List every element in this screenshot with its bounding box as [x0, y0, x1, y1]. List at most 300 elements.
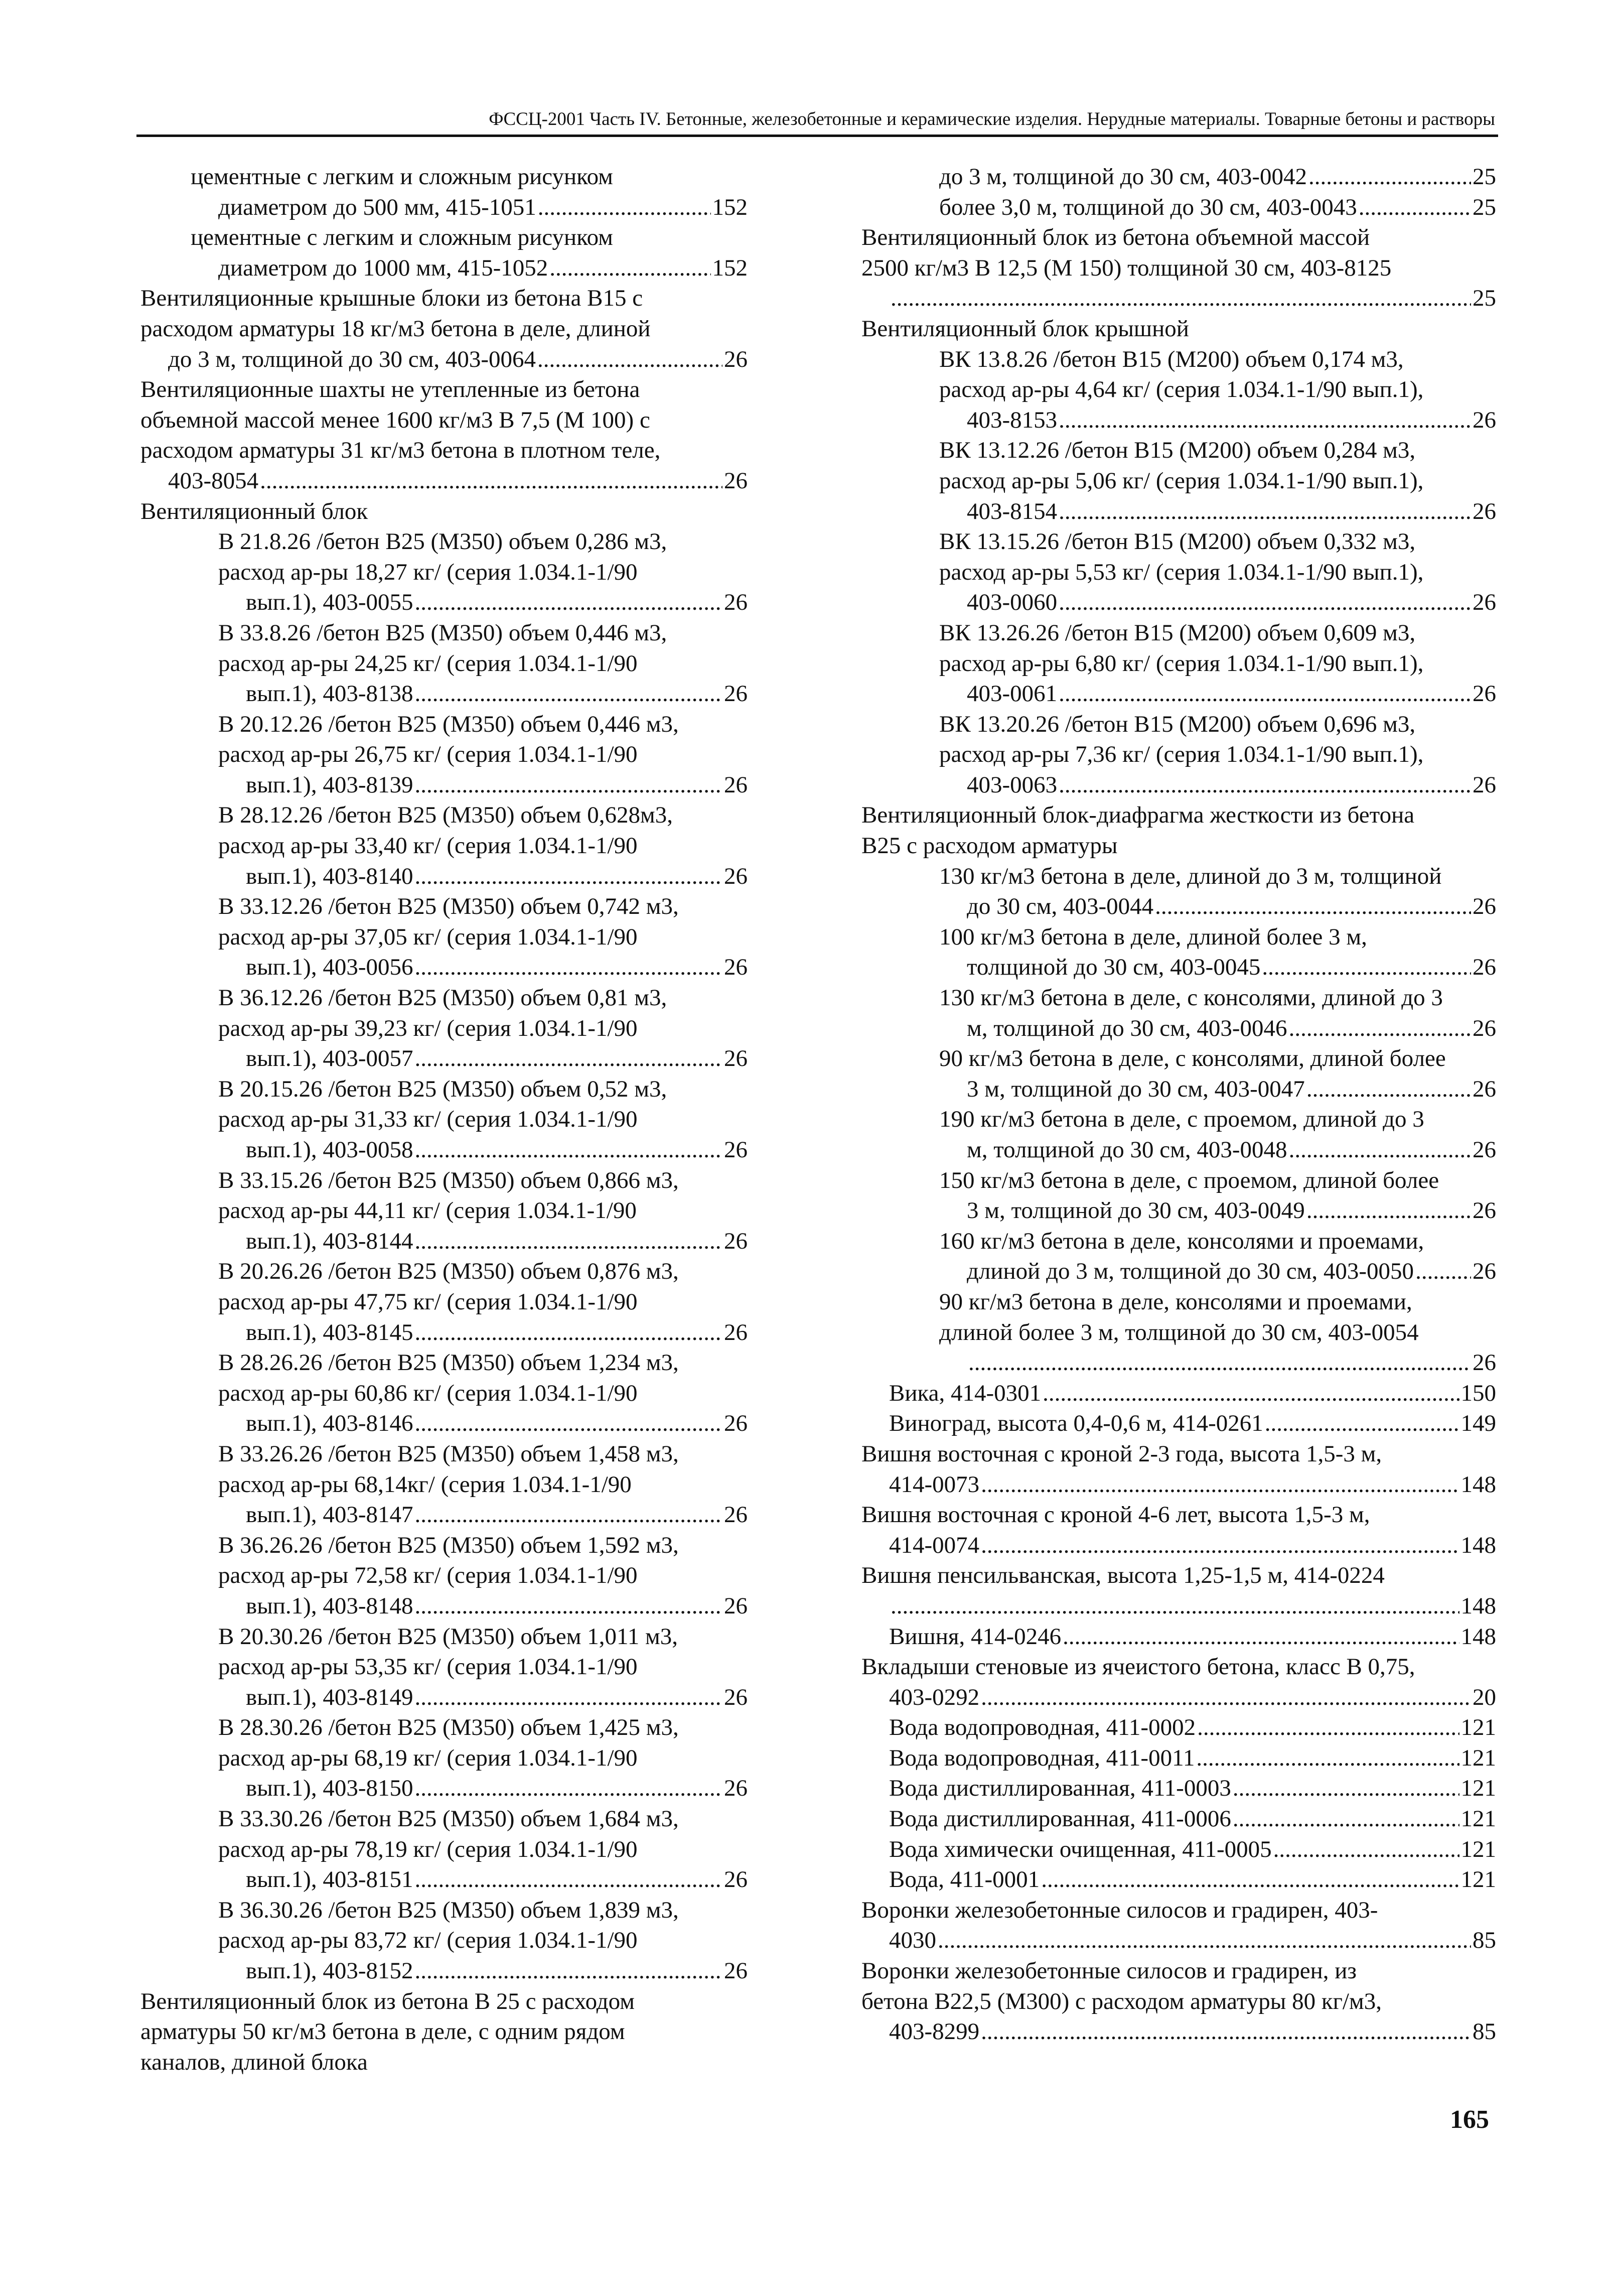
- entry-leader-line: [246, 1500, 748, 1530]
- entry-text-line: расход ар-ры 68,14кг/ (серия 1.034.1-1/90: [218, 1471, 632, 1498]
- entry-page-number: 26: [724, 681, 748, 707]
- entry-tail-text: до 3 м, толщиной до 30 см, 403-0042: [939, 164, 1307, 190]
- entry-leader-line: [967, 770, 1496, 800]
- entry-leader-line: [939, 162, 1496, 192]
- entry-text-line: 90 кг/м3 бетона в деле, с консолями, длиной более: [939, 1045, 1446, 1072]
- entry-page-number: 26: [1473, 498, 1496, 524]
- entry-leader-line: [967, 496, 1496, 527]
- dot-leader: [414, 1591, 722, 1622]
- entry-page-number: 121: [1460, 1806, 1496, 1832]
- entry-tail-text: Вишня, 414-0246: [889, 1623, 1062, 1650]
- index-entry: [861, 1560, 1496, 1621]
- entry-text-line: В 33.12.26 /бетон В25 (М350) объем 0,742 м3,: [218, 893, 679, 920]
- entry-text-line: 2500 кг/м3 В 12,5 (М 150) толщиной 30 см, 403-8125: [861, 254, 1392, 281]
- entry-page-number: 26: [724, 1045, 748, 1072]
- entry-page-number: 148: [1460, 1623, 1496, 1650]
- entry-page-number: 26: [1473, 589, 1496, 616]
- entry-page-number: 26: [1473, 681, 1496, 707]
- index-entry: [861, 1226, 1496, 1287]
- entry-page-number: 121: [1460, 1714, 1496, 1741]
- index-entry: [861, 1165, 1496, 1226]
- dot-leader: [549, 253, 710, 284]
- entry-text-line: В 33.30.26 /бетон В25 (М350) объем 1,684 м3,: [218, 1806, 679, 1832]
- entry-page-number: 20: [1473, 1684, 1496, 1710]
- entry-page-number: 26: [724, 1137, 748, 1163]
- entry-text-line: расход ар-ры 39,23 кг/ (серия 1.034.1-1/90: [218, 1015, 638, 1041]
- index-entry: [140, 222, 748, 283]
- entry-page-number: 26: [724, 863, 748, 889]
- entry-page-number: 26: [724, 346, 748, 372]
- entry-tail-text: вып.1), 403-8144: [246, 1228, 413, 1254]
- entry-tail-text: Вода водопроводная, 411-0011: [889, 1744, 1195, 1771]
- dot-leader: [414, 1773, 722, 1804]
- entry-page-number: 26: [1473, 771, 1496, 798]
- entry-text-line: В 20.30.26 /бетон В25 (М350) объем 1,011 м3,: [218, 1623, 678, 1650]
- entry-tail-text: вып.1), 403-8146: [246, 1410, 413, 1437]
- index-entry: [140, 1804, 748, 1895]
- entry-page-number: 26: [724, 771, 748, 798]
- entry-text-line: В 33.26.26 /бетон В25 (М350) объем 1,458 м3,: [218, 1440, 679, 1467]
- entry-leader-line: [889, 1530, 1496, 1561]
- entry-leader-line: [967, 952, 1496, 983]
- entry-text-line: расход ар-ры 24,25 кг/ (серия 1.034.1-1/90: [218, 650, 638, 677]
- entry-tail-text: диаметром до 500 мм, 415-1051: [218, 194, 536, 220]
- entry-page-number: 26: [1473, 407, 1496, 433]
- entry-text-line: В 28.12.26 /бетон В25 (М350) объем 0,628м3,: [218, 802, 673, 829]
- entry-tail-text: Вода дистиллированная, 411-0003: [889, 1775, 1231, 1802]
- index-entry: [861, 1439, 1496, 1500]
- index-entry: [861, 1622, 1496, 1652]
- dot-leader: [414, 1408, 722, 1439]
- index-entry: [140, 162, 748, 222]
- entry-leader-line: [967, 1347, 1496, 1378]
- entry-leader-line: [246, 587, 748, 618]
- entry-page-number: 26: [1473, 1349, 1496, 1376]
- index-entry: [140, 526, 748, 618]
- entry-tail-text: вып.1), 403-8138: [246, 681, 413, 707]
- entry-leader-line: [967, 587, 1496, 618]
- entry-page-number: 26: [724, 1684, 748, 1710]
- entry-text-line: расход ар-ры 5,53 кг/ (серия 1.034.1-1/90 вып.1),: [939, 559, 1424, 585]
- dot-leader: [968, 1347, 1471, 1378]
- index-entry: [861, 1956, 1496, 2047]
- index-entry: [140, 1347, 748, 1439]
- entry-leader-line: [889, 1622, 1496, 1652]
- entry-page-number: 26: [724, 1502, 748, 1528]
- entry-text-line: Вишня восточная с кроной 4-6 лет, высота 1,5-3 м,: [861, 1502, 1370, 1528]
- index-entry: [861, 1378, 1496, 1409]
- dot-leader: [1059, 679, 1471, 709]
- dot-leader: [1273, 1834, 1459, 1865]
- entry-text-line: В 20.15.26 /бетон В25 (М350) объем 0,52 м3,: [218, 1075, 667, 1102]
- index-entry: [140, 1986, 748, 2078]
- dot-leader: [1196, 1743, 1459, 1774]
- index-entry: [861, 435, 1496, 526]
- dot-leader: [414, 952, 722, 983]
- dot-leader: [414, 587, 722, 618]
- entry-leader-line: [889, 1408, 1496, 1439]
- entry-text-line: расход ар-ры 7,36 кг/ (серия 1.034.1-1/90 вып.1),: [939, 741, 1424, 768]
- entry-page-number: 148: [1460, 1532, 1496, 1558]
- index-entry: [140, 1895, 748, 1986]
- entry-leader-line: [246, 679, 748, 709]
- dot-leader: [1289, 1135, 1471, 1165]
- entry-tail-text: 414-0073: [889, 1471, 980, 1498]
- dot-leader: [1059, 587, 1471, 618]
- entry-text-line: расход ар-ры 5,06 кг/ (серия 1.034.1-1/90 вып.1),: [939, 467, 1424, 494]
- entry-tail-text: 403-8054: [168, 467, 259, 494]
- index-entry: [140, 374, 748, 496]
- dot-leader: [1197, 1712, 1459, 1743]
- entry-text-line: расходом арматуры 31 кг/м3 бетона в плотном теле,: [140, 437, 661, 464]
- entry-page-number: 26: [724, 954, 748, 981]
- entry-tail-text: вып.1), 403-8151: [246, 1866, 413, 1893]
- entry-text-line: В 33.15.26 /бетон В25 (М350) объем 0,866 м3,: [218, 1167, 679, 1193]
- entry-text-line: Воронки железобетонные силосов и градирен, из: [861, 1958, 1357, 1984]
- entry-text-line: арматуры 50 кг/м3 бетона в деле, с одним рядом: [140, 2018, 625, 2045]
- index-entry: [140, 709, 748, 800]
- entry-text-line: В 36.30.26 /бетон В25 (М350) объем 1,839 м3,: [218, 1897, 679, 1923]
- index-entry: [140, 1712, 748, 1804]
- dot-leader: [1059, 496, 1471, 527]
- entry-text-line: расход ар-ры 83,72 кг/ (серия 1.034.1-1/90: [218, 1927, 638, 1954]
- entry-text-line: 150 кг/м3 бетона в деле, с проемом, длиной более: [939, 1167, 1439, 1193]
- entry-tail-text: 403-8154: [967, 498, 1058, 524]
- entry-tail-text: длиной до 3 м, толщиной до 30 см, 403-0050: [967, 1258, 1414, 1285]
- dot-leader: [1415, 1256, 1471, 1287]
- entry-leader-line: [889, 1925, 1496, 1956]
- index-entry: [861, 1834, 1496, 1865]
- dot-leader: [981, 1469, 1459, 1500]
- header-rule: [136, 134, 1498, 137]
- entry-page-number: 152: [712, 194, 748, 220]
- entry-text-line: расход ар-ры 33,40 кг/ (серия 1.034.1-1/90: [218, 833, 638, 859]
- entry-page-number: 85: [1473, 2018, 1496, 2045]
- entry-text-line: В 36.12.26 /бетон В25 (М350) объем 0,81 м3,: [218, 985, 667, 1011]
- index-entry: [861, 709, 1496, 800]
- entry-tail-text: Вода водопроводная, 411-0002: [889, 1714, 1196, 1741]
- entry-text-line: ВК 13.12.26 /бетон В15 (М200) объем 0,284 м3,: [939, 437, 1416, 464]
- entry-tail-text: 403-0063: [967, 771, 1058, 798]
- entry-page-number: 26: [724, 1775, 748, 1802]
- index-entry: [140, 1530, 748, 1622]
- entry-text-line: расход ар-ры 26,75 кг/ (серия 1.034.1-1/90: [218, 741, 638, 768]
- index-entry: [861, 162, 1496, 192]
- entry-leader-line: [967, 1135, 1496, 1165]
- entry-leader-line: [246, 770, 748, 800]
- index-entry: [861, 1895, 1496, 1956]
- dot-leader: [938, 1925, 1471, 1956]
- entry-leader-line: [889, 1378, 1496, 1409]
- dot-leader: [1233, 1773, 1459, 1804]
- entry-text-line: расход ар-ры 72,58 кг/ (серия 1.034.1-1/90: [218, 1562, 638, 1589]
- entry-text-line: ВК 13.26.26 /бетон В15 (М200) объем 0,609 м3,: [939, 619, 1416, 646]
- entry-page-number: 148: [1460, 1592, 1496, 1619]
- entry-text-line: Вентиляционные крышные блоки из бетона В15 с: [140, 285, 643, 312]
- dot-leader: [1265, 1408, 1459, 1439]
- index-entry: [140, 1439, 748, 1530]
- entry-leader-line: [168, 466, 748, 496]
- entry-text-line: ВК 13.8.26 /бетон В15 (М200) объем 0,174 м3,: [939, 346, 1404, 372]
- index-entry: [861, 922, 1496, 983]
- entry-text-line: Вкладыши стеновые из ячеистого бетона, класс В 0,75,: [861, 1654, 1415, 1680]
- entry-text-line: расходом арматуры 18 кг/м3 бетона в деле, длиной: [140, 315, 651, 342]
- entry-text-line: расход ар-ры 47,75 кг/ (серия 1.034.1-1/90: [218, 1288, 638, 1315]
- entry-leader-line: [889, 283, 1496, 314]
- entry-page-number: 152: [712, 254, 748, 281]
- dot-leader: [538, 192, 711, 223]
- entry-tail-text: вып.1), 403-8145: [246, 1319, 413, 1345]
- index-entry: [861, 222, 1496, 314]
- entry-tail-text: 3 м, толщиной до 30 см, 403-0047: [967, 1075, 1305, 1102]
- entry-leader-line: [889, 1773, 1496, 1804]
- entry-page-number: 26: [724, 1228, 748, 1254]
- index-entry: [140, 1256, 748, 1347]
- index-column-left: [140, 162, 748, 2077]
- entry-leader-line: [246, 1591, 748, 1622]
- index-entry: [861, 1500, 1496, 1560]
- entry-text-line: 100 кг/м3 бетона в деле, длиной более 3 м,: [939, 923, 1367, 950]
- dot-leader: [1306, 1074, 1471, 1105]
- entry-page-number: 121: [1460, 1836, 1496, 1862]
- dot-leader: [1155, 891, 1471, 922]
- dot-leader: [981, 1682, 1471, 1713]
- dot-leader: [414, 679, 722, 709]
- index-entry: [861, 1864, 1496, 1895]
- entry-tail-text: вып.1), 403-8147: [246, 1502, 413, 1528]
- entry-text-line: Вишня пенсильванская, высота 1,25-1,5 м, 414-0224: [861, 1562, 1385, 1589]
- dot-leader: [414, 1500, 722, 1530]
- index-entry: [140, 1622, 748, 1713]
- index-entry: [140, 800, 748, 891]
- entry-page-number: 26: [1473, 1075, 1496, 1102]
- entry-text-line: длиной более 3 м, толщиной до 30 см, 403-0054: [939, 1319, 1419, 1345]
- index-entry: [861, 314, 1496, 344]
- entry-text-line: цементные с легким и сложным рисунком: [191, 164, 613, 190]
- entry-text-line: В 21.8.26 /бетон В25 (М350) объем 0,286 м3,: [218, 528, 667, 555]
- entry-tail-text: 403-0061: [967, 681, 1058, 707]
- dot-leader: [414, 770, 722, 800]
- entry-leader-line: [939, 192, 1496, 223]
- entry-page-number: 26: [1473, 1258, 1496, 1285]
- entry-tail-text: вып.1), 403-0057: [246, 1045, 413, 1072]
- entry-leader-line: [218, 253, 748, 284]
- entry-leader-line: [246, 1226, 748, 1257]
- entry-page-number: 26: [1473, 893, 1496, 920]
- dot-leader: [891, 1591, 1459, 1622]
- entry-text-line: расход ар-ры 4,64 кг/ (серия 1.034.1-1/90 вып.1),: [939, 376, 1424, 403]
- entry-page-number: 26: [724, 1592, 748, 1619]
- entry-page-number: 121: [1460, 1775, 1496, 1802]
- entry-leader-line: [889, 1864, 1496, 1895]
- index-entry: [861, 192, 1496, 223]
- entry-leader-line: [889, 1469, 1496, 1500]
- entry-page-number: 26: [724, 1410, 748, 1437]
- entry-leader-line: [218, 192, 748, 223]
- entry-leader-line: [889, 1834, 1496, 1865]
- index-column-right: [861, 162, 1496, 2047]
- index-entry: [140, 983, 748, 1074]
- index-entry: [140, 618, 748, 709]
- index-entry: [140, 891, 748, 983]
- entry-text-line: цементные с легким и сложным рисунком: [191, 224, 613, 251]
- entry-text-line: расход ар-ры 37,05 кг/ (серия 1.034.1-1/90: [218, 923, 638, 950]
- entry-leader-line: [967, 405, 1496, 436]
- entry-leader-line: [889, 1591, 1496, 1622]
- index-entry: [861, 344, 1496, 436]
- entry-page-number: 121: [1460, 1866, 1496, 1893]
- entry-leader-line: [246, 1773, 748, 1804]
- entry-text-line: 160 кг/м3 бетона в деле, консолями и проемами,: [939, 1228, 1424, 1254]
- entry-text-line: В25 с расходом арматуры: [861, 833, 1118, 859]
- entry-tail-text: м, толщиной до 30 см, 403-0048: [967, 1137, 1287, 1163]
- dot-leader: [414, 861, 722, 892]
- entry-tail-text: вып.1), 403-8140: [246, 863, 413, 889]
- entry-leader-line: [246, 1043, 748, 1074]
- entry-tail-text: 403-8153: [967, 407, 1058, 433]
- entry-page-number: 26: [1473, 1197, 1496, 1224]
- entry-page-number: 150: [1460, 1380, 1496, 1406]
- entry-text-line: Воронки железобетонные силосов и градирен, 403-: [861, 1897, 1378, 1923]
- dot-leader: [1041, 1864, 1459, 1895]
- entry-tail-text: 403-0292: [889, 1684, 980, 1710]
- entry-text-line: Вентиляционный блок крышной: [861, 315, 1189, 342]
- dot-leader: [1308, 162, 1471, 192]
- entry-tail-text: Вода, 411-0001: [889, 1866, 1040, 1893]
- index-entry: [861, 1712, 1496, 1743]
- dot-leader: [981, 2016, 1471, 2047]
- entry-text-line: Вентиляционный блок-диафрагма жесткости из бетона: [861, 802, 1415, 829]
- entry-text-line: Вентиляционный блок из бетона В 25 с расходом: [140, 1988, 635, 2014]
- entry-text-line: расход ар-ры 53,35 кг/ (серия 1.034.1-1/90: [218, 1654, 638, 1680]
- dot-leader: [414, 1956, 722, 1986]
- entry-tail-text: до 30 см, 403-0044: [967, 893, 1154, 920]
- entry-tail-text: вып.1), 403-0055: [246, 589, 413, 616]
- entry-tail-text: 4030: [889, 1927, 936, 1954]
- index-entry: [861, 1408, 1496, 1439]
- entry-leader-line: [246, 1956, 748, 1986]
- index-entry: [140, 283, 748, 374]
- entry-leader-line: [246, 1408, 748, 1439]
- entry-tail-text: 414-0074: [889, 1532, 980, 1558]
- entry-tail-text: вып.1), 403-8148: [246, 1592, 413, 1619]
- entry-page-number: 26: [724, 1319, 748, 1345]
- entry-text-line: 190 кг/м3 бетона в деле, с проемом, длиной до 3: [939, 1106, 1424, 1133]
- index-entry: [861, 526, 1496, 618]
- index-entry: [140, 1074, 748, 1165]
- entry-leader-line: [168, 344, 748, 375]
- running-header: ФССЦ-2001 Часть IV. Бетонные, железобетонные и керамические изделия. Нерудные материалы. Товарные бетоны и растворы: [489, 109, 1495, 129]
- entry-leader-line: [967, 679, 1496, 709]
- dot-leader: [414, 1135, 722, 1165]
- entry-leader-line: [889, 1682, 1496, 1713]
- entry-tail-text: диаметром до 1000 мм, 415-1052: [218, 254, 548, 281]
- entry-tail-text: Вода дистиллированная, 411-0006: [889, 1806, 1231, 1832]
- entry-text-line: бетона В22,5 (М300) с расходом арматуры 80 кг/м3,: [861, 1988, 1382, 2014]
- entry-text-line: расход ар-ры 60,86 кг/ (серия 1.034.1-1/90: [218, 1380, 638, 1406]
- entry-tail-text: более 3,0 м, толщиной до 30 см, 403-0043: [939, 194, 1357, 220]
- entry-leader-line: [889, 1743, 1496, 1774]
- entry-tail-text: 403-0060: [967, 589, 1058, 616]
- entry-tail-text: вып.1), 403-0058: [246, 1137, 413, 1163]
- entry-leader-line: [246, 952, 748, 983]
- entry-page-number: 26: [724, 1958, 748, 1984]
- entry-text-line: 130 кг/м3 бетона в деле, с консолями, длиной до 3: [939, 985, 1443, 1011]
- entry-tail-text: 403-8299: [889, 2018, 980, 2045]
- index-entry: [140, 1165, 748, 1257]
- index-entry: [861, 1287, 1496, 1378]
- index-entry: [861, 1743, 1496, 1774]
- entry-tail-text: Виноград, высота 0,4-0,6 м, 414-0261: [889, 1410, 1263, 1437]
- entry-text-line: 90 кг/м3 бетона в деле, консолями и проемами,: [939, 1288, 1412, 1315]
- entry-leader-line: [967, 1013, 1496, 1044]
- entry-tail-text: 3 м, толщиной до 30 см, 403-0049: [967, 1197, 1305, 1224]
- index-entry: [861, 800, 1496, 861]
- entry-tail-text: Вика, 414-0301: [889, 1380, 1042, 1406]
- dot-leader: [1059, 405, 1471, 436]
- entry-text-line: Вентиляционный блок: [140, 498, 368, 524]
- entry-text-line: расход ар-ры 78,19 кг/ (серия 1.034.1-1/90: [218, 1836, 638, 1862]
- entry-page-number: 26: [724, 467, 748, 494]
- entry-leader-line: [967, 1195, 1496, 1226]
- entry-leader-line: [889, 2016, 1496, 2047]
- index-entry: [861, 861, 1496, 922]
- dot-leader: [981, 1530, 1459, 1561]
- dot-leader: [414, 1043, 722, 1074]
- index-entry: [861, 983, 1496, 1043]
- index-entry: [861, 1804, 1496, 1834]
- entry-tail-text: вып.1), 403-8139: [246, 771, 413, 798]
- entry-page-number: 25: [1473, 194, 1496, 220]
- entry-leader-line: [889, 1712, 1496, 1743]
- dot-leader: [537, 344, 722, 375]
- dot-leader: [1262, 952, 1471, 983]
- entry-tail-text: вып.1), 403-8149: [246, 1684, 413, 1710]
- entry-page-number: 25: [1473, 285, 1496, 312]
- entry-text-line: расход ар-ры 18,27 кг/ (серия 1.034.1-1/90: [218, 559, 638, 585]
- entry-text-line: расход ар-ры 6,80 кг/ (серия 1.034.1-1/90 вып.1),: [939, 650, 1424, 677]
- index-entry: [861, 1773, 1496, 1804]
- entry-text-line: В 28.26.26 /бетон В25 (М350) объем 1,234 м3,: [218, 1349, 679, 1376]
- entry-page-number: 148: [1460, 1471, 1496, 1498]
- entry-tail-text: м, толщиной до 30 см, 403-0046: [967, 1015, 1287, 1041]
- entry-text-line: ВК 13.15.26 /бетон В15 (М200) объем 0,332 м3,: [939, 528, 1416, 555]
- dot-leader: [414, 1226, 722, 1257]
- entry-leader-line: [967, 1256, 1496, 1287]
- entry-text-line: Вентиляционный блок из бетона объемной массой: [861, 224, 1370, 251]
- entry-text-line: расход ар-ры 44,11 кг/ (серия 1.034.1-1/90: [218, 1197, 637, 1224]
- entry-page-number: 26: [724, 589, 748, 616]
- entry-text-line: каналов, длиной блока: [140, 2049, 368, 2075]
- entry-page-number: 149: [1460, 1410, 1496, 1437]
- dot-leader: [1233, 1804, 1459, 1834]
- entry-leader-line: [246, 861, 748, 892]
- index-entry: [861, 618, 1496, 709]
- entry-page-number: 26: [1473, 1137, 1496, 1163]
- entry-leader-line: [967, 891, 1496, 922]
- dot-leader: [414, 1317, 722, 1348]
- entry-text-line: расход ар-ры 31,33 кг/ (серия 1.034.1-1/90: [218, 1106, 638, 1133]
- entry-text-line: расход ар-ры 68,19 кг/ (серия 1.034.1-1/90: [218, 1744, 638, 1771]
- entry-page-number: 26: [1473, 1015, 1496, 1041]
- page-number: 165: [1450, 2105, 1489, 2134]
- entry-tail-text: до 3 м, толщиной до 30 см, 403-0064: [168, 346, 536, 372]
- dot-leader: [891, 283, 1471, 314]
- entry-leader-line: [246, 1317, 748, 1348]
- dot-leader: [1359, 192, 1471, 223]
- entry-text-line: ВК 13.20.26 /бетон В15 (М200) объем 0,696 м3,: [939, 711, 1416, 737]
- entry-tail-text: Вода химически очищенная, 411-0005: [889, 1836, 1272, 1862]
